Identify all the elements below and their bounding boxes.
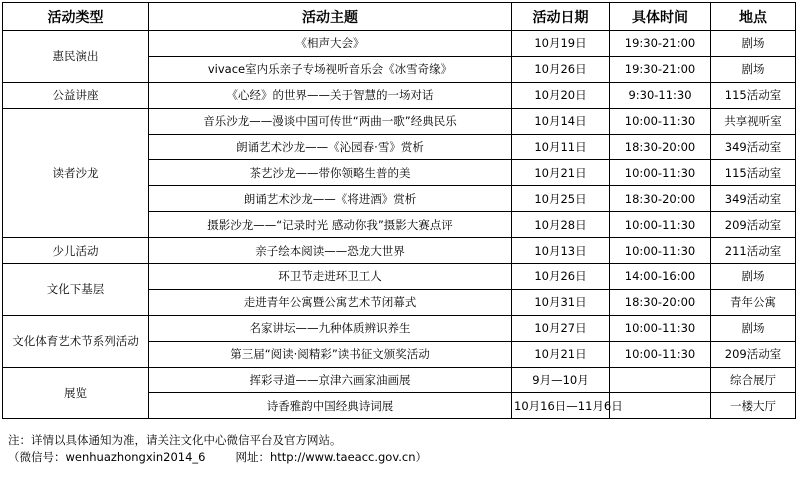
activity-date-cell: 10月27日 xyxy=(512,315,610,341)
activity-location-cell: 剧场 xyxy=(711,264,796,290)
table-body xyxy=(3,31,796,419)
activity-date-cell: 10月16日—11月6日 xyxy=(512,393,610,419)
table-row xyxy=(3,367,796,393)
activity-location-cell: 一楼大厅 xyxy=(711,393,796,419)
activity-theme-cell: 《相声大会》 xyxy=(149,31,512,57)
activity-date-cell: 10月20日 xyxy=(512,82,610,108)
activity-theme-cell: 挥彩寻道——京津六画家油画展 xyxy=(149,367,512,393)
activity-theme-cell: vivace室内乐亲子专场视听音乐会《冰雪奇缘》 xyxy=(149,56,512,82)
header-activity-date: 活动日期 xyxy=(512,3,610,31)
activity-theme-cell: 音乐沙龙——漫谈中国可传世“两曲一歌”经典民乐 xyxy=(149,108,512,134)
activity-theme-cell: 朗诵艺术沙龙——《将进酒》赏析 xyxy=(149,186,512,212)
activity-date-cell: 10月14日 xyxy=(512,108,610,134)
activity-date-cell: 10月13日 xyxy=(512,238,610,264)
activity-time-cell: 10:00-11:30 xyxy=(610,315,711,341)
table-row xyxy=(3,82,796,108)
activity-time-cell: 10:00-11:30 xyxy=(610,108,711,134)
table-row xyxy=(3,108,796,134)
wechat-id: （微信号：wenhuazhongxin2014_6 xyxy=(8,450,206,464)
activity-location-cell: 209活动室 xyxy=(711,341,796,367)
activity-location-cell: 115活动室 xyxy=(711,82,796,108)
activity-time-cell: 9:30-11:30 xyxy=(610,82,711,108)
table-row xyxy=(3,264,796,290)
table-row xyxy=(3,238,796,264)
activity-date-cell: 10月11日 xyxy=(512,134,610,160)
footnote-contact xyxy=(8,449,427,466)
activity-theme-cell: 诗香雅韵中国经典诗词展 xyxy=(149,393,512,419)
table-row xyxy=(3,315,796,341)
activity-type-cell: 文化下基层 xyxy=(3,264,149,316)
activity-location-cell: 349活动室 xyxy=(711,134,796,160)
activity-location-cell: 综合展厅 xyxy=(711,367,796,393)
activity-date-cell: 10月21日 xyxy=(512,341,610,367)
table-row xyxy=(3,31,796,57)
activity-location-cell: 349活动室 xyxy=(711,186,796,212)
activity-time-cell: 10:00-11:30 xyxy=(610,212,711,238)
activity-location-cell: 剧场 xyxy=(711,315,796,341)
activity-date-cell: 9月—10月 xyxy=(512,367,610,393)
activity-time-cell: 10:00-11:30 xyxy=(610,238,711,264)
header-time: 具体时间 xyxy=(610,3,711,31)
activity-type-cell: 文化体育艺术节系列活动 xyxy=(3,315,149,367)
header-location: 地点 xyxy=(711,3,796,31)
activity-theme-cell: 《心经》的世界——关于智慧的一场对话 xyxy=(149,82,512,108)
activity-time-cell: 18:30-20:00 xyxy=(610,289,711,315)
activity-theme-cell: 名家讲坛——九种体质辨识养生 xyxy=(149,315,512,341)
activity-time-cell: 19:30-21:00 xyxy=(610,56,711,82)
activity-date-cell: 10月26日 xyxy=(512,264,610,290)
activity-theme-cell: 茶艺沙龙——带你领略生普的美 xyxy=(149,160,512,186)
activity-location-cell: 剧场 xyxy=(711,31,796,57)
activity-theme-cell: 亲子绘本阅读——恐龙大世界 xyxy=(149,238,512,264)
activity-theme-cell: 摄影沙龙——“记录时光 感动你我”摄影大赛点评 xyxy=(149,212,512,238)
activity-location-cell: 211活动室 xyxy=(711,238,796,264)
activity-schedule-table xyxy=(2,2,796,419)
activity-date-cell: 10月26日 xyxy=(512,56,610,82)
activity-type-cell: 惠民演出 xyxy=(3,31,149,83)
activity-type-cell: 读者沙龙 xyxy=(3,108,149,237)
activity-date-cell: 10月19日 xyxy=(512,31,610,57)
website-url: 网址：http://www.taeacc.gov.cn） xyxy=(235,450,428,464)
activity-date-cell: 10月31日 xyxy=(512,289,610,315)
activity-location-cell: 共享视听室 xyxy=(711,108,796,134)
footnote xyxy=(8,432,427,466)
activity-date-cell: 10月21日 xyxy=(512,160,610,186)
activity-location-cell: 209活动室 xyxy=(711,212,796,238)
activity-time-cell: 14:00-16:00 xyxy=(610,264,711,290)
activity-type-cell: 公益讲座 xyxy=(3,82,149,108)
activity-location-cell: 青年公寓 xyxy=(711,289,796,315)
activity-theme-cell: 朗诵艺术沙龙——《沁园春·雪》赏析 xyxy=(149,134,512,160)
activity-time-cell: 18:30-20:00 xyxy=(610,186,711,212)
activity-time-cell xyxy=(610,367,711,393)
activity-location-cell: 115活动室 xyxy=(711,160,796,186)
activity-date-cell: 10月28日 xyxy=(512,212,610,238)
activity-theme-cell: 第三届“阅读·阅精彩”读书征文颁奖活动 xyxy=(149,341,512,367)
activity-theme-cell: 环卫节走进环卫工人 xyxy=(149,264,512,290)
activity-time-cell: 10:00-11:30 xyxy=(610,341,711,367)
activity-time-cell: 10:00-11:30 xyxy=(610,160,711,186)
activity-time-cell xyxy=(610,393,711,419)
activity-location-cell: 剧场 xyxy=(711,56,796,82)
activity-theme-cell: 走进青年公寓暨公寓艺术节闭幕式 xyxy=(149,289,512,315)
activity-type-cell: 少儿活动 xyxy=(3,238,149,264)
activity-date-cell: 10月25日 xyxy=(512,186,610,212)
footnote-line: 注：详情以具体通知为准，请关注文化中心微信平台及官方网站。 xyxy=(8,433,342,447)
activity-type-cell: 展览 xyxy=(3,367,149,419)
header-activity-type: 活动类型 xyxy=(3,3,149,31)
table-header-row xyxy=(3,3,796,31)
activity-time-cell: 18:30-20:00 xyxy=(610,134,711,160)
activity-time-cell: 19:30-21:00 xyxy=(610,31,711,57)
header-activity-theme: 活动主题 xyxy=(149,3,512,31)
